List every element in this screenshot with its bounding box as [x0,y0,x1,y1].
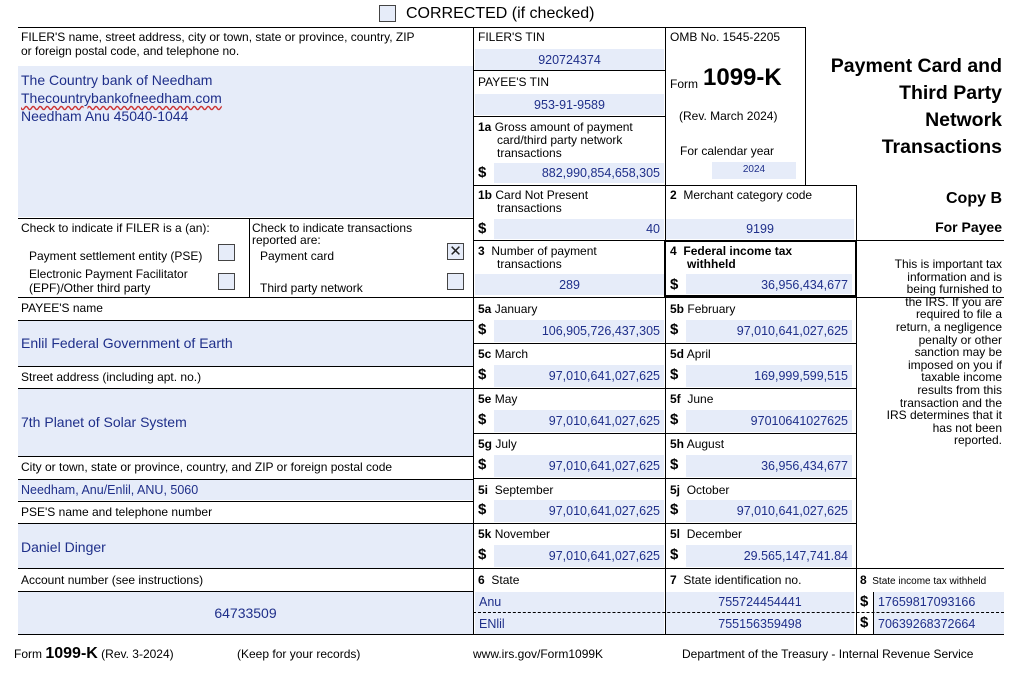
payee-name-label: PAYEE'S name [21,301,103,315]
payee-name: Enlil Federal Government of Earth [21,335,233,351]
payee-notice: This is important tax information and is being furnished to the IRS. If you are required to file a return, a negligence penalty or other sanction may be imposed on you if taxable income results from this transaction and the IRS determines that it has not been reported. [886,257,1002,448]
footer-form: Form 1099-K (Rev. 3-2024) [14,645,174,662]
state-tax-2: 70639268372664 [878,617,976,631]
payee-city: Needham, Anu/Enlil, ANU, 5060 [21,483,199,497]
copy-b: Copy B [946,190,1002,207]
payment-card-checkbox[interactable]: ✕ [447,243,464,260]
box-1a-label: 1a Gross amount of payment [478,120,633,134]
filer-label: FILER'S name, street address, city or town, state or province, country, ZIP [21,30,415,44]
box-5a-label: 5a January [478,302,538,316]
dollar-sign: $ [478,164,487,181]
box-3-label: 3 Number of payment [478,244,597,258]
box-5g-label: 5g July [478,437,517,451]
box-4-value: 36,956,434,677 [761,278,848,292]
filer-name: The Country bank of Needham [21,72,213,88]
third-party-label: Third party network [260,281,363,295]
box-5f-value: 97010641027625 [750,414,848,428]
state-tax-1: 17659817093166 [878,595,976,609]
corrected-checkbox[interactable] [379,5,396,22]
footer-keep: (Keep for your records) [237,647,361,661]
box-1b-value: 40 [646,222,660,236]
tx-type-label: Check to indicate transactions [252,221,413,235]
box-5h-value: 36,956,434,677 [761,459,848,473]
box-5e-value: 97,010,641,027,625 [548,414,660,428]
third-party-checkbox[interactable] [447,273,464,290]
box-5j-value: 97,010,641,027,625 [736,504,848,518]
state-id-1: 755724454441 [718,595,802,609]
epf-label: Electronic Payment Facilitator [29,267,188,281]
payee-street-label: Street address (including apt. no.) [21,370,202,384]
box-1a-value: 882,990,854,658,305 [541,166,660,180]
state-1: Anu [479,595,502,609]
box-5l-value: 29.565,147,741.84 [743,549,848,563]
payment-card-label: Payment card [260,249,335,263]
form-number: 1099-K [703,64,782,91]
pse-label: Payment settlement entity (PSE) [29,249,203,263]
pse-phone-label: PSE'S name and telephone number [21,505,213,519]
calendar-year: 2024 [742,164,766,175]
box-5c-value: 97,010,641,027,625 [548,369,660,383]
form-rev: (Rev. March 2024) [679,109,778,123]
form-title: Payment Card and Third Party Network Transactions [830,55,1002,158]
box-5b-value: 97,010,641,027,625 [736,324,848,338]
payee-city-label: City or town, state or province, country, and ZIP or foreign postal code [21,460,393,474]
state-2: ENlil [479,617,505,631]
box-1b-label: 1b Card Not Present [478,188,589,202]
box-5e-label: 5e May [478,392,518,406]
footer-dept: Department of the Treasury - Internal Revenue Service [682,647,974,661]
calendar-label: For calendar year [680,144,775,158]
box-5i-value: 97,010,641,027,625 [548,504,660,518]
box-2-label: 2 Merchant category code [670,188,813,202]
filer-name-field[interactable] [18,66,473,217]
filer-tin: 920724374 [538,53,601,67]
box-3-value: 289 [559,278,580,292]
payee-street: 7th Planet of Solar System [21,414,187,430]
corrected-label: CORRECTED (if checked) [406,5,595,22]
box-5k-label: 5k November [478,527,551,541]
filer-website: Thecountrybankofneedham.com [21,90,222,106]
payee-tin: 953-91-9589 [534,98,605,112]
box-5l-label: 5l December [670,527,743,541]
payee-tin-label: PAYEE'S TIN [478,75,549,89]
box-2-value: 9199 [746,222,774,236]
pse-checkbox[interactable] [218,244,235,261]
box-5b-label: 5b February [670,302,736,316]
box-5g-value: 97,010,641,027,625 [548,459,660,473]
epf-checkbox[interactable] [218,273,235,290]
filer-address: Needham Anu 45040-1044 [21,108,189,124]
filer-label-2: or foreign postal code, and telephone no. [21,44,240,58]
box-6-label: 6 State [478,573,520,587]
state-id-2: 755156359498 [718,617,802,631]
form-word: Form [670,77,698,91]
filer-tin-label: FILER'S TIN [478,30,545,44]
box-5j-label: 5j October [670,483,730,497]
box-5h-label: 5h August [670,437,725,451]
box-5d-label: 5d April [670,347,711,361]
omb-number: OMB No. 1545-2205 [670,30,781,44]
box-5c-label: 5c March [478,347,529,361]
account-number: 64733509 [214,605,277,621]
box-8-label: 8 State income tax withheld [860,573,987,587]
account-label: Account number (see instructions) [21,573,204,587]
box-7-label: 7 State identification no. [670,573,802,587]
box-5k-value: 97,010,641,027,625 [548,549,660,563]
pse-phone: Daniel Dinger [21,539,106,555]
box-5a-value: 106,905,726,437,305 [541,324,660,338]
copy-for-payee: For Payee [935,219,1002,235]
box-5f-label: 5f June [670,392,714,406]
footer-url[interactable]: www.irs.gov/Form1099K [473,647,604,661]
filer-type-label: Check to indicate if FILER is a (an): [21,221,210,235]
box-5d-value: 169,999,599,515 [754,369,848,383]
box-4-label: 4 Federal income tax [670,244,793,258]
box-5i-label: 5i September [478,483,554,497]
